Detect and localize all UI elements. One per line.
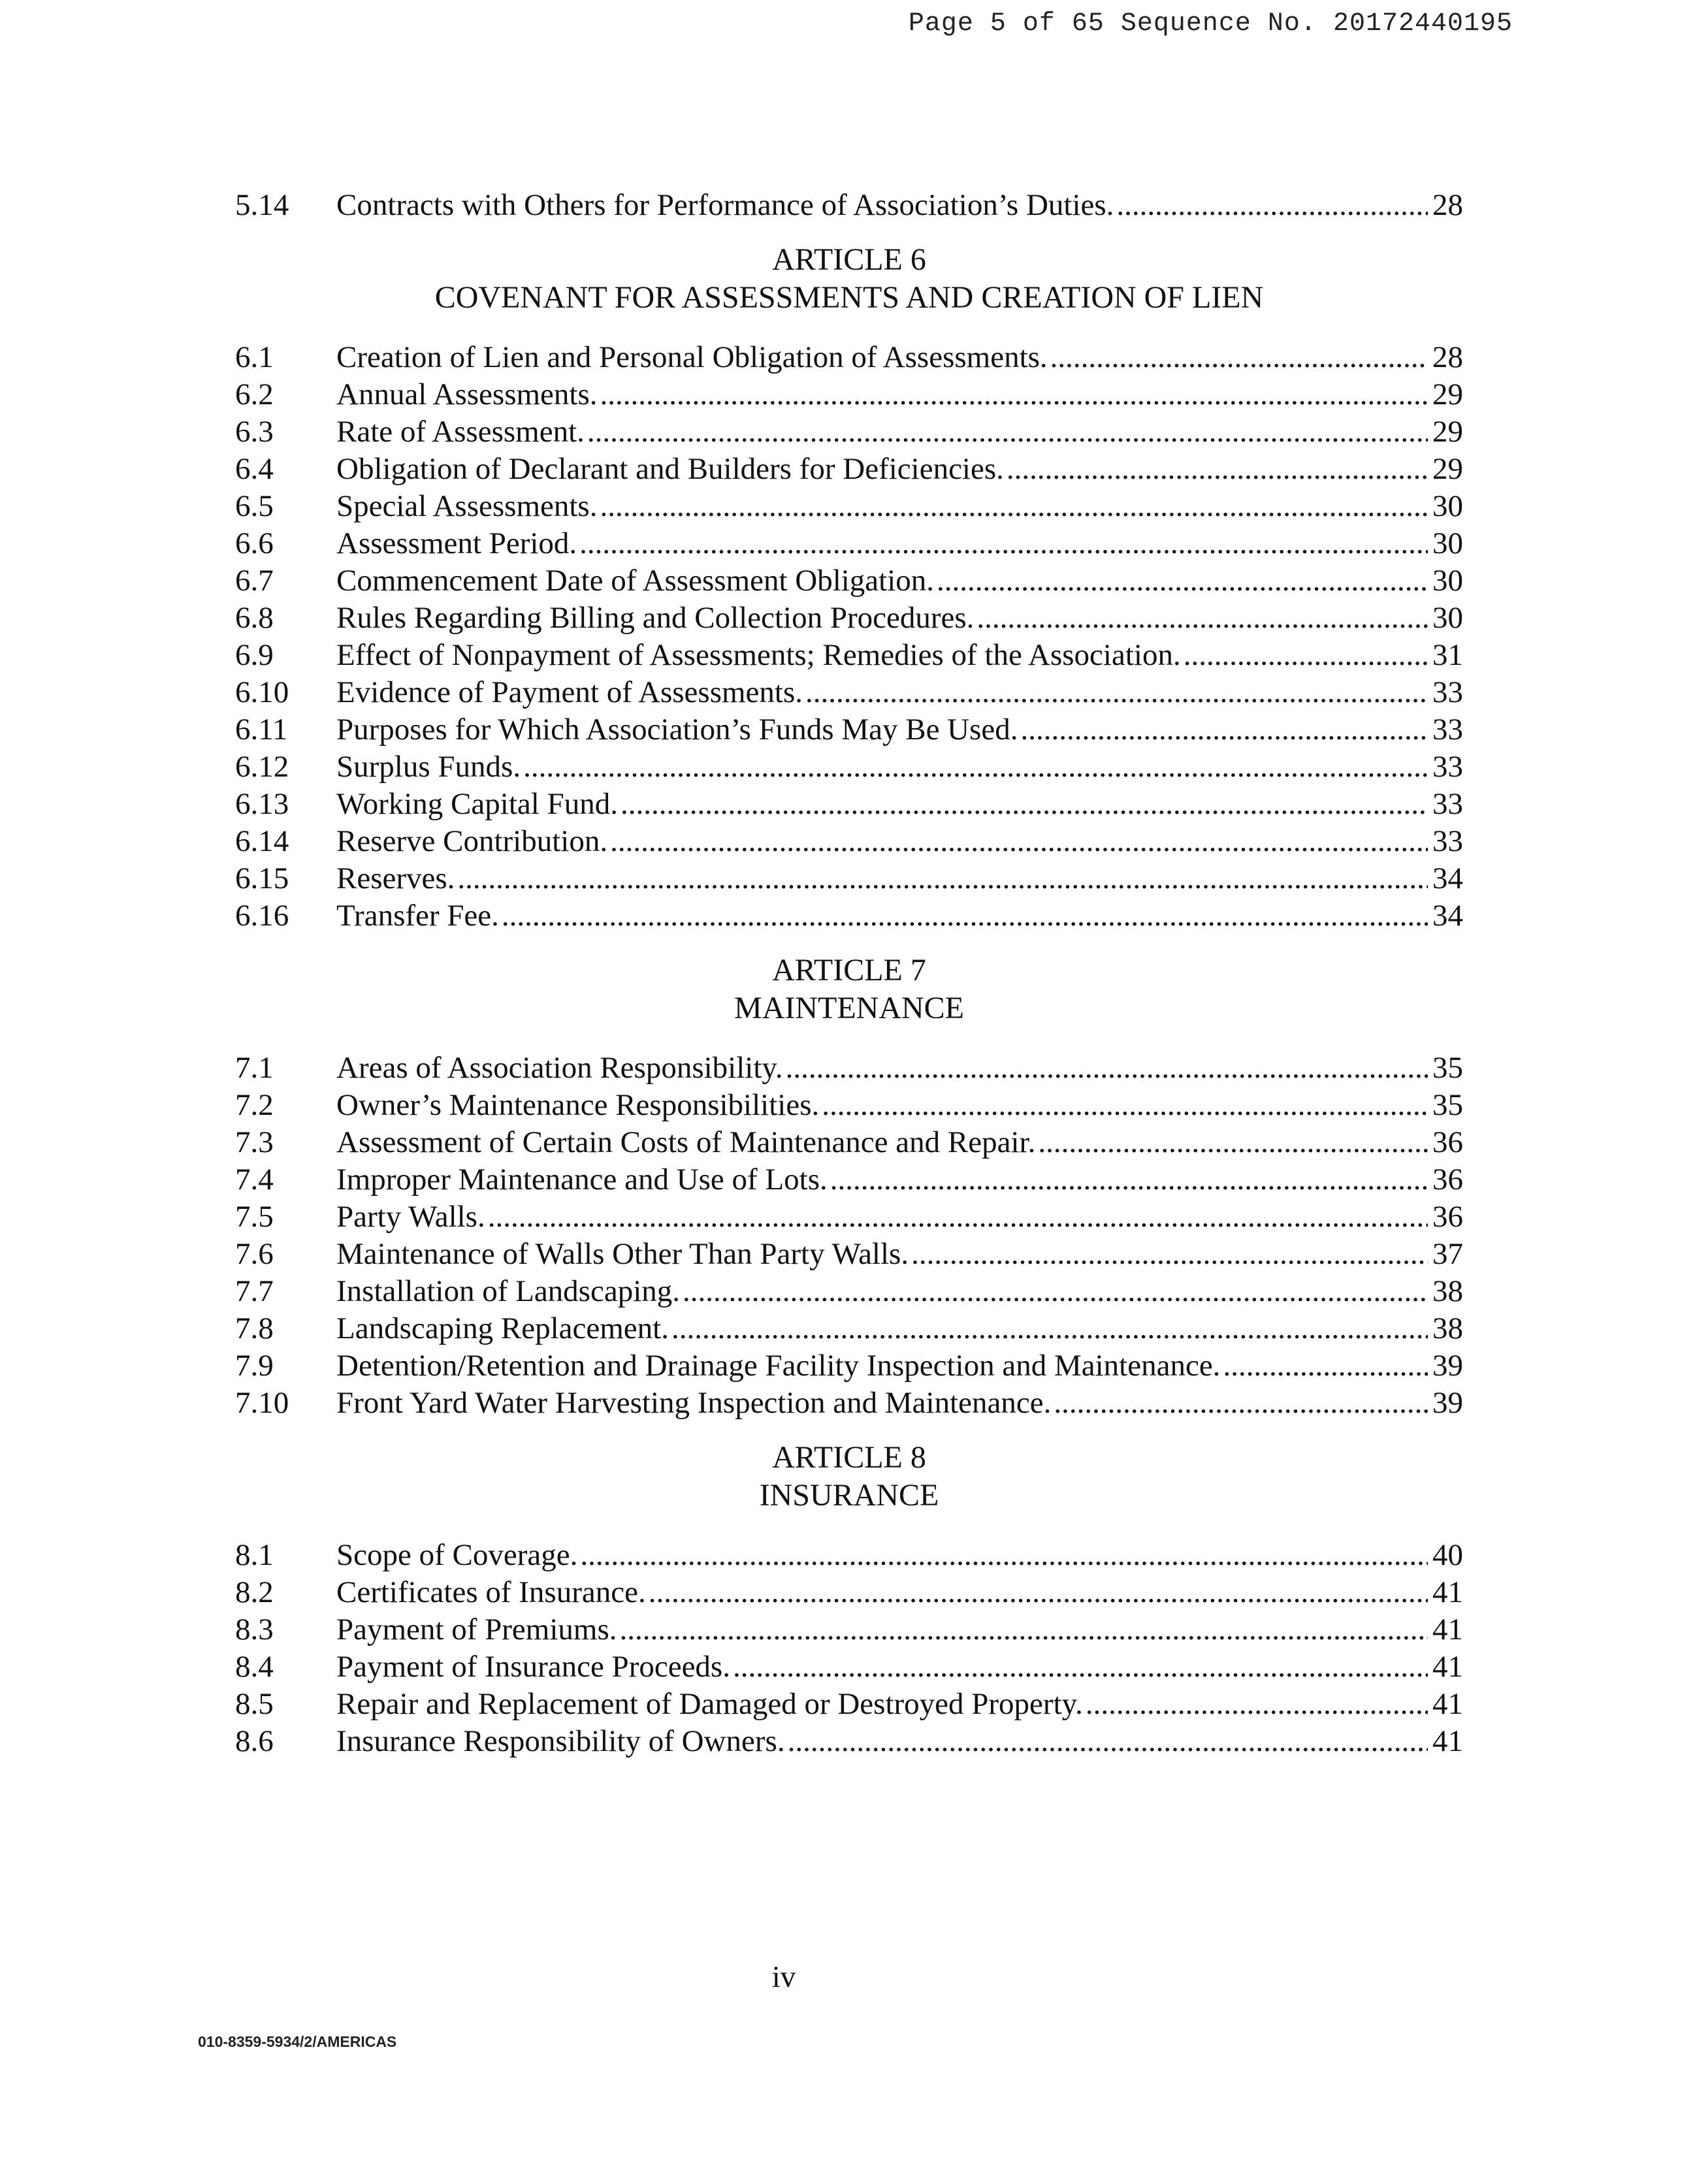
toc-entry-page: 34 — [1432, 899, 1463, 933]
toc-entry-page: 33 — [1432, 787, 1463, 821]
toc-entry-number: 8.6 — [235, 1724, 274, 1758]
dot-leader — [1038, 1124, 1428, 1161]
toc-entry — [235, 600, 1463, 637]
toc-entry-page: 41 — [1432, 1613, 1463, 1646]
toc-entry — [235, 748, 1463, 786]
toc-entry-title: Surplus Funds. — [336, 750, 521, 784]
article-title: INSURANCE — [759, 1478, 939, 1513]
dot-leader — [502, 897, 1428, 935]
toc-entry-number: 6.12 — [235, 750, 289, 784]
toc-entry-title: Detention/Retention and Drainage Facility Inspection and Maintenance. — [336, 1349, 1221, 1383]
toc-entry-number: 6.14 — [235, 824, 289, 858]
article-label: ARTICLE 7 — [772, 953, 926, 988]
toc-entry-title: Annual Assessments. — [336, 377, 598, 411]
dot-leader — [1184, 637, 1428, 674]
dot-leader — [488, 1198, 1428, 1236]
toc-entry — [235, 376, 1463, 413]
toc-entry-title: Special Assessments. — [336, 489, 598, 523]
dot-leader — [1007, 451, 1428, 488]
toc-entry-page: 33 — [1432, 750, 1463, 784]
dot-leader — [1054, 1385, 1428, 1422]
toc-entry-page: 36 — [1432, 1200, 1463, 1234]
toc-entry — [235, 1385, 1463, 1422]
toc-entry-page: 40 — [1432, 1538, 1463, 1572]
toc-entry-number: 7.6 — [235, 1237, 274, 1271]
toc-entry-title: Landscaping Replacement. — [336, 1311, 669, 1345]
dot-leader — [733, 1648, 1428, 1686]
dot-leader — [523, 748, 1428, 786]
dot-leader — [937, 562, 1428, 600]
toc-entry-page: 35 — [1432, 1088, 1463, 1122]
article-label: ARTICLE 6 — [772, 242, 926, 277]
toc-entry-page: 33 — [1432, 824, 1463, 858]
toc-entry-title: Improper Maintenance and Use of Lots. — [336, 1163, 828, 1196]
dot-leader — [579, 525, 1428, 562]
dot-leader — [600, 488, 1428, 525]
toc-entry — [235, 1310, 1463, 1347]
dot-leader — [587, 413, 1428, 451]
dot-leader — [830, 1161, 1428, 1198]
dot-leader — [580, 1537, 1428, 1574]
toc-entry-page: 30 — [1432, 564, 1463, 598]
article-title: MAINTENANCE — [734, 991, 964, 1025]
toc-entry — [235, 525, 1463, 562]
dot-leader — [620, 1611, 1428, 1648]
toc-entry-number: 6.13 — [235, 787, 289, 821]
toc-entry — [235, 860, 1463, 897]
toc-entry — [235, 1648, 1463, 1686]
toc-entry-title: Reserves. — [336, 861, 455, 895]
articles-container — [235, 241, 1463, 1760]
toc-entry-title: Working Capital Fund. — [336, 787, 618, 821]
toc-entry — [235, 1686, 1463, 1723]
dot-leader — [671, 1310, 1428, 1347]
toc-entry-page: 39 — [1432, 1386, 1463, 1420]
toc-entry-number: 8.5 — [235, 1687, 274, 1721]
toc-entry — [235, 1124, 1463, 1161]
toc-entry — [235, 1537, 1463, 1574]
toc-entry-number: 7.4 — [235, 1163, 274, 1196]
toc-entry-number: 7.5 — [235, 1200, 274, 1234]
toc-entry-number: 6.8 — [235, 601, 274, 635]
dot-leader — [976, 600, 1428, 637]
toc-entry-page: 30 — [1432, 489, 1463, 523]
toc-entry — [235, 488, 1463, 525]
toc-entry-number: 8.3 — [235, 1613, 274, 1646]
toc-entry-number: 7.10 — [235, 1386, 289, 1420]
dot-leader — [788, 1723, 1428, 1760]
toc-entry — [235, 339, 1463, 376]
toc-entry-number: 8.1 — [235, 1538, 274, 1572]
toc-entry-number: 6.3 — [235, 415, 274, 449]
toc-entry-title: Maintenance of Walls Other Than Party Walls. — [336, 1237, 909, 1271]
toc-entry-number: 8.4 — [235, 1650, 274, 1684]
toc-entry — [235, 1236, 1463, 1273]
dot-leader — [805, 674, 1428, 711]
article-heading — [235, 1439, 1463, 1515]
toc-entry-title: Areas of Association Responsibility. — [336, 1051, 783, 1085]
toc-entry-page: 29 — [1432, 452, 1463, 486]
toc-entry-page: 29 — [1432, 377, 1463, 411]
toc-entry-number: 7.9 — [235, 1349, 274, 1383]
toc-entry-title: Assessment Period. — [336, 526, 577, 560]
toc-entry-page: 30 — [1432, 601, 1463, 635]
toc-entry-page: 39 — [1432, 1349, 1463, 1383]
toc-entry-number: 6.2 — [235, 377, 274, 411]
toc-entry-number: 6.5 — [235, 489, 274, 523]
toc-entry-title: Rules Regarding Billing and Collection Procedures. — [336, 601, 975, 635]
toc-entry-page: 29 — [1432, 415, 1463, 449]
toc-entry-page: 34 — [1432, 861, 1463, 895]
toc-entry-page: 41 — [1432, 1575, 1463, 1609]
toc-entry — [235, 1347, 1463, 1385]
toc-entry — [235, 451, 1463, 488]
article-heading — [235, 952, 1463, 1027]
toc-entry-title: Party Walls. — [336, 1200, 485, 1234]
toc-entry — [235, 187, 1463, 224]
dot-leader — [1021, 711, 1428, 748]
toc-entry-number: 6.1 — [235, 340, 274, 374]
toc-entry-number: 7.1 — [235, 1051, 274, 1085]
page-folio: iv — [771, 1960, 796, 1994]
toc-entry — [235, 823, 1463, 860]
toc-entry-number: 7.3 — [235, 1125, 274, 1159]
toc-entry-page: 41 — [1432, 1650, 1463, 1684]
toc-entry-page: 28 — [1432, 340, 1463, 374]
article-label: ARTICLE 8 — [772, 1440, 926, 1475]
dot-leader — [1223, 1347, 1428, 1385]
dot-leader — [649, 1574, 1428, 1611]
toc-entry-page: 30 — [1432, 526, 1463, 560]
toc-entry-title: Creation of Lien and Personal Obligation of Assessments. — [336, 340, 1048, 374]
toc-entry-page: 33 — [1432, 675, 1463, 709]
dot-leader — [1086, 1686, 1428, 1723]
toc-entry-page: 35 — [1432, 1051, 1463, 1085]
toc-entry-title: Reserve Contribution. — [336, 824, 608, 858]
toc-entry-title: Purposes for Which Association’s Funds May Be Used. — [336, 713, 1018, 747]
toc-entry — [235, 562, 1463, 600]
toc-entry-page: 31 — [1432, 638, 1463, 672]
dot-leader — [457, 860, 1428, 897]
toc-entry — [235, 1050, 1463, 1087]
toc-entry-page: 36 — [1432, 1125, 1463, 1159]
toc-entry-title: Evidence of Payment of Assessments. — [336, 675, 803, 709]
toc-entry — [235, 1198, 1463, 1236]
toc-entry — [235, 1723, 1463, 1760]
toc-entry — [235, 1087, 1463, 1124]
toc-entry-number: 5.14 — [235, 188, 289, 222]
toc-entry-page: 37 — [1432, 1237, 1463, 1271]
toc-entry-title: Payment of Premiums. — [336, 1613, 617, 1646]
toc-entry-title: Commencement Date of Assessment Obligation. — [336, 564, 935, 598]
toc-entry-number: 6.7 — [235, 564, 274, 598]
toc-entry — [235, 1273, 1463, 1310]
toc-entry-title: Contracts with Others for Performance of Association’s Duties. — [336, 188, 1114, 222]
toc-entry-number: 7.2 — [235, 1088, 274, 1122]
toc-entry — [235, 674, 1463, 711]
toc-entry-title: Assessment of Certain Costs of Maintenance and Repair. — [336, 1125, 1036, 1159]
toc-entry-title: Front Yard Water Harvesting Inspection and Maintenance. — [336, 1386, 1052, 1420]
toc-entry-number: 6.16 — [235, 899, 289, 933]
toc-entry-page: 28 — [1432, 188, 1463, 222]
toc-entry — [235, 897, 1463, 935]
toc-entry — [235, 413, 1463, 451]
table-of-contents — [235, 187, 1463, 1760]
toc-entry-number: 7.8 — [235, 1311, 274, 1345]
toc-entry-title: Scope of Coverage. — [336, 1538, 578, 1572]
toc-entry — [235, 1611, 1463, 1648]
dot-leader — [1116, 187, 1428, 224]
dot-leader — [683, 1273, 1428, 1310]
toc-entry-page: 38 — [1432, 1274, 1463, 1308]
toc-entry-title: Payment of Insurance Proceeds. — [336, 1650, 730, 1684]
toc-entry-number: 8.2 — [235, 1575, 274, 1609]
toc-entry-title: Installation of Landscaping. — [336, 1274, 680, 1308]
toc-entry-number: 6.9 — [235, 638, 274, 672]
article-heading — [235, 241, 1463, 317]
dot-leader — [911, 1236, 1428, 1273]
document-id: 010-8359-5934/2/AMERICAS — [198, 2033, 397, 2050]
toc-entry-title: Certificates of Insurance. — [336, 1575, 646, 1609]
toc-entry-title: Transfer Fee. — [336, 899, 499, 933]
toc-entry-number: 6.15 — [235, 861, 289, 895]
dot-leader — [610, 823, 1428, 860]
toc-entry — [235, 1574, 1463, 1611]
toc-entry-title: Insurance Responsibility of Owners. — [336, 1724, 785, 1758]
dot-leader — [621, 786, 1428, 823]
toc-entry-title: Owner’s Maintenance Responsibilities. — [336, 1088, 820, 1122]
toc-entry-title: Rate of Assessment. — [336, 415, 585, 449]
toc-entry-number: 6.11 — [235, 713, 288, 747]
toc-entry-number: 6.10 — [235, 675, 289, 709]
toc-entry-number: 6.4 — [235, 452, 274, 486]
toc-entry-page: 36 — [1432, 1163, 1463, 1196]
toc-entry — [235, 786, 1463, 823]
toc-entry-title: Obligation of Declarant and Builders for Deficiencies. — [336, 452, 1004, 486]
toc-entry-page: 41 — [1432, 1724, 1463, 1758]
dot-leader — [1050, 339, 1428, 376]
toc-entry-title: Effect of Nonpayment of Assessments; Remedies of the Association. — [336, 638, 1181, 672]
dot-leader — [786, 1050, 1428, 1087]
toc-entry-title: Repair and Replacement of Damaged or Destroyed Property. — [336, 1687, 1083, 1721]
toc-entry-page: 33 — [1432, 713, 1463, 747]
toc-entry-number: 7.7 — [235, 1274, 274, 1308]
toc-entry-page: 38 — [1432, 1311, 1463, 1345]
toc-entry — [235, 1161, 1463, 1198]
dot-leader — [600, 376, 1428, 413]
article-title: COVENANT FOR ASSESSMENTS AND CREATION OF LIEN — [434, 280, 1264, 315]
page-sequence-header: Page 5 of 65 Sequence No. 20172440195 — [908, 9, 1513, 39]
dot-leader — [822, 1087, 1428, 1124]
toc-entry-page: 41 — [1432, 1687, 1463, 1721]
toc-entry-number: 6.6 — [235, 526, 274, 560]
toc-entry — [235, 637, 1463, 674]
toc-entry — [235, 711, 1463, 748]
